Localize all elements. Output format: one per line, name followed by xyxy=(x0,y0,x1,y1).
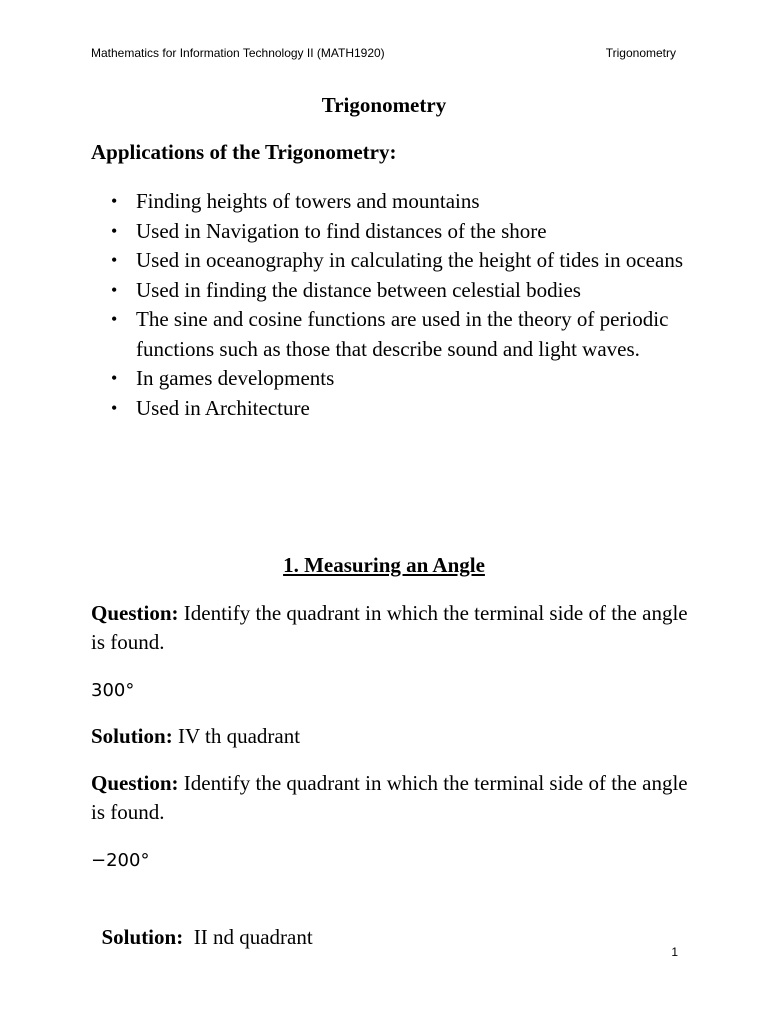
list-item: • Finding heights of towers and mountains xyxy=(91,187,691,217)
solution-label: Solution: xyxy=(101,925,184,949)
question-1 xyxy=(91,599,691,657)
bullet-icon: • xyxy=(111,368,118,388)
applications-list xyxy=(91,187,691,423)
angle-value-1: 300° xyxy=(91,680,135,701)
angle-value-2: −200° xyxy=(91,850,150,871)
list-item: • Used in finding the distance between celestial bodies xyxy=(91,276,691,306)
list-item: • Used in oceanography in calculating the height of tides in oceans xyxy=(91,246,691,276)
header-topic: Trigonometry xyxy=(605,46,676,60)
question-2 xyxy=(91,769,691,827)
list-item: • In games developments xyxy=(91,364,691,394)
bullet-icon: • xyxy=(111,309,118,329)
solution-2 xyxy=(91,894,691,952)
bullet-icon: • xyxy=(111,191,118,211)
bullet-icon: • xyxy=(111,397,118,418)
solution-text: IV th quadrant xyxy=(172,724,301,748)
list-item: • Used in Navigation to find distances of the shore xyxy=(91,217,691,247)
header-course-title: Mathematics for Information Technology II (MATH1920) xyxy=(91,46,385,60)
applications-heading: Applications of the Trigonometry: xyxy=(91,140,397,164)
bullet-icon: • xyxy=(111,220,118,241)
page-header xyxy=(91,46,676,60)
solution-1 xyxy=(91,722,691,751)
question-label: Question: xyxy=(91,601,179,625)
question-label: Question: xyxy=(91,771,179,795)
list-item: • Used in Architecture xyxy=(91,394,691,424)
solution-text: II nd quadrant xyxy=(183,925,313,949)
question-text: Identify the quadrant in which the terminal side of the angle is found. xyxy=(91,771,688,824)
question-text: Identify the quadrant in which the terminal side of the angle is found. xyxy=(91,601,688,654)
bullet-icon: • xyxy=(111,279,118,300)
page-number: 1 xyxy=(671,945,678,959)
list-item: • The sine and cosine functions are used in the theory of periodic functions such as those that describe sound and light waves. xyxy=(111,307,669,361)
bullet-icon: • xyxy=(111,250,118,270)
solution-label: Solution: xyxy=(91,724,173,748)
page-title: Trigonometry xyxy=(321,93,447,117)
section-heading-measuring-angle: 1. Measuring an Angle xyxy=(283,553,485,577)
